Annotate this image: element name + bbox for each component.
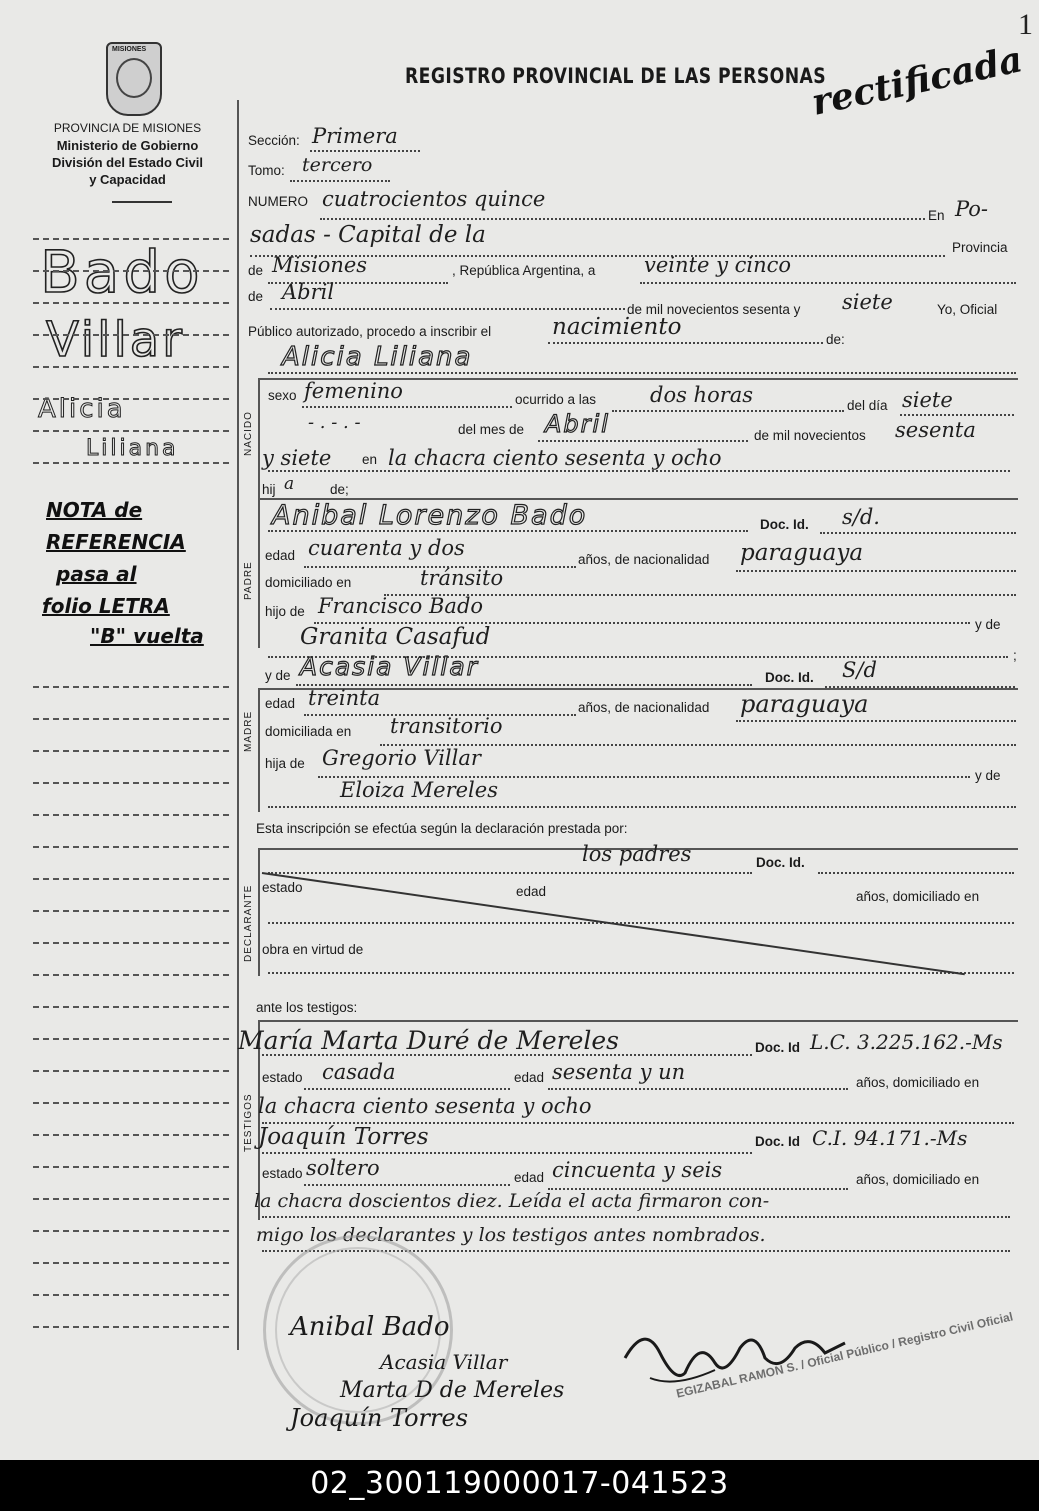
field-dia: siete — [902, 388, 953, 412]
field-testigo1-edad: sesenta y un — [552, 1060, 686, 1084]
label-madre-doc: Doc. Id. — [765, 670, 814, 685]
field-en: Po- — [955, 197, 989, 221]
margin-rule — [33, 398, 229, 400]
label-padre-hijo-de: hijo de — [265, 604, 305, 619]
field-madre-nombre: Acasia Villar — [300, 652, 479, 681]
margin-rule — [33, 846, 229, 848]
field-padre-madre: Granita Casafud — [300, 624, 491, 650]
official-name-stamp: EGIZABAL RAMON S. / Oficial Público / Registro Civil Oficial — [674, 1309, 1015, 1401]
margin-note-line-2: REFERENCIA — [46, 530, 186, 554]
field-cierre: migo los declarantes y los testigos antes nombrados. — [256, 1224, 766, 1246]
side-label-padre: PADRE — [243, 561, 254, 600]
margin-rule — [33, 1326, 229, 1328]
signature-mother: Acasia Villar — [380, 1350, 508, 1374]
division-name: División del Estado Civil — [52, 155, 203, 170]
label-de-colon: de: — [826, 332, 845, 347]
field-madre-madre: Eloiza Mereles — [340, 778, 498, 802]
capacity-name: y Capacidad — [89, 172, 166, 187]
label-declaracion: Esta inscripción se efectúa según la declaración prestada por: — [256, 821, 628, 836]
margin-note-line-1: NOTA de — [46, 498, 143, 522]
field-madre-dom: transitorio — [390, 714, 503, 738]
field-lugar: la chacra ciento sesenta y ocho — [388, 446, 722, 470]
label-mil-novecientos: de mil novecientos — [754, 428, 866, 443]
field-testigo1-estado: casada — [322, 1060, 396, 1084]
margin-rule — [33, 814, 229, 816]
field-testigo1-dom: la chacra ciento sesenta y ocho — [258, 1094, 592, 1118]
margin-rule — [33, 750, 229, 752]
field-mes: Abril — [545, 410, 610, 438]
margin-rule — [33, 1294, 229, 1296]
dotline-testigo1-nombre — [262, 1054, 752, 1056]
margin-surname-2: Villar — [46, 312, 185, 368]
field-testigo2-nombre: Joaquín Torres — [258, 1124, 429, 1150]
label-tomo: Tomo: — [248, 163, 285, 178]
dotline-testigo2-dom — [262, 1216, 1010, 1218]
side-label-testigos: TESTIGOS — [243, 1093, 254, 1152]
crest-emblem — [116, 58, 152, 98]
field-tomo: tercero — [302, 154, 373, 176]
label-mil-sesenta: de mil novecientos sesenta y — [627, 302, 801, 317]
label-padre-edad: edad — [265, 548, 296, 563]
label-publico: Público autorizado, procedo a inscribir el — [248, 324, 492, 339]
label-republica: , República Argentina, a — [452, 263, 596, 278]
field-padre-padre: Francisco Bado — [318, 594, 484, 618]
margin-rule — [33, 1070, 229, 1072]
rule-declarante-side — [258, 848, 260, 976]
label-hij: hij — [262, 482, 276, 497]
field-testigo2-edad: cincuenta y seis — [552, 1158, 723, 1182]
column-divider — [237, 100, 239, 1350]
margin-rule — [33, 910, 229, 912]
label-padre-doc: Doc. Id. — [760, 517, 809, 532]
field-padre-dom: tránsito — [420, 566, 504, 590]
dotline-padre-nombre — [268, 530, 748, 532]
document-title: REGISTRO PROVINCIAL DE LAS PERSONAS — [405, 64, 827, 88]
margin-given-1: Alicia — [38, 394, 126, 424]
margin-rule — [33, 366, 229, 368]
field-sexo: femenino — [304, 379, 403, 403]
label-yo-oficial: Yo, Oficial — [937, 302, 998, 317]
dotline-seccion — [310, 150, 420, 152]
label-de-2: de — [248, 289, 264, 304]
field-testigo1-nombre: María Marta Duré de Mereles — [238, 1026, 619, 1055]
field-provincia: Misiones — [272, 253, 368, 277]
label-testigo1-edad: edad — [514, 1070, 545, 1085]
left-margin-column — [0, 0, 238, 1460]
label-declarante-edad: edad — [516, 884, 547, 899]
margin-rule — [33, 686, 229, 688]
dotline-dia-acta — [640, 282, 1016, 284]
label-madre-nac: años, de nacionalidad — [578, 700, 710, 715]
dotline-dia — [900, 414, 1014, 416]
province-crest-icon — [106, 42, 162, 116]
field-mes-acta: Abril — [282, 280, 335, 304]
dotline-declarante — [268, 872, 752, 874]
rectified-stamp: rectificada — [807, 38, 1027, 124]
margin-rule — [33, 782, 229, 784]
label-testigo1-estado: estado — [262, 1070, 303, 1085]
field-ciudad: sadas - Capital de la — [250, 222, 486, 248]
field-declarante: los padres — [582, 842, 692, 866]
field-hij-suffix: a — [284, 474, 295, 494]
dotline-testigo2-nombre — [262, 1152, 752, 1154]
dotline-sexo — [302, 406, 512, 408]
margin-rule — [33, 430, 229, 432]
dotline-padre-doc — [820, 532, 1016, 534]
field-madre-padre: Gregorio Villar — [322, 746, 481, 770]
scan-id-footer: 02_300119000017-041523 — [0, 1460, 1039, 1511]
margin-rule — [33, 1166, 229, 1168]
rule-testigos-top — [258, 1020, 1018, 1022]
margin-rule — [33, 302, 229, 304]
field-acto: nacimiento — [552, 314, 682, 340]
label-de-3: de; — [330, 482, 349, 497]
label-testigo2-estado: estado — [262, 1166, 303, 1181]
dotline-numero — [320, 218, 925, 220]
field-anio: sesenta — [895, 418, 976, 442]
rule-madre-side — [258, 688, 260, 812]
label-testigo1-doc: Doc. Id — [755, 1040, 801, 1055]
margin-rule — [33, 1134, 229, 1136]
field-testigo2-estado: soltero — [306, 1156, 380, 1180]
crest-text: MISIONES — [112, 46, 147, 53]
signature-father: Anibal Bado — [290, 1312, 450, 1342]
dotline-lugar — [268, 470, 1010, 472]
field-padre-nac: paraguaya — [740, 540, 864, 566]
margin-rule — [33, 462, 229, 464]
margin-rule — [33, 1230, 229, 1232]
label-testigo2-doc: Doc. Id — [755, 1134, 801, 1149]
dotline-nombre — [268, 372, 1016, 374]
label-en: En — [928, 208, 945, 223]
margin-note-line-5: "B" vuelta — [90, 624, 204, 648]
dotline-testigo1-edad — [548, 1088, 848, 1090]
label-seccion: Sección: — [248, 133, 300, 148]
side-label-nacido: NACIDO — [243, 411, 254, 456]
margin-rule — [33, 878, 229, 880]
province-name: PROVINCIA DE MISIONES — [53, 121, 202, 135]
dotline-padre-nac — [736, 570, 1016, 572]
margin-surname-1: Bado — [40, 238, 204, 306]
dotline-testigo1-estado — [304, 1088, 510, 1090]
margin-note-line-4: folio LETRA — [42, 594, 170, 618]
signature-witness-1: Marta D de Mereles — [340, 1378, 565, 1403]
margin-rule — [33, 1198, 229, 1200]
field-numero: cuatrocientos quince — [322, 187, 546, 211]
label-madre-edad: edad — [265, 696, 296, 711]
margin-rule — [33, 942, 229, 944]
field-anio-cont: y siete — [262, 446, 332, 470]
field-hora: dos horas — [650, 383, 754, 407]
field-madre-edad: treinta — [308, 686, 381, 710]
field-seccion: Primera — [312, 124, 398, 148]
label-padre-nac: años, de nacionalidad — [578, 552, 710, 567]
dotline-tomo — [290, 180, 390, 182]
side-label-madre: MADRE — [243, 710, 254, 752]
field-madre-nac: paraguaya — [740, 690, 869, 718]
margin-rule — [33, 238, 229, 240]
dotline-testigo2-estado — [304, 1184, 510, 1186]
field-testigo2-doc: C.I. 94.171.-Ms — [812, 1126, 968, 1150]
label-testigo2-edad: edad — [514, 1170, 545, 1185]
label-ante-testigos: ante los testigos: — [256, 1000, 358, 1015]
margin-given-2: Liliana — [86, 436, 179, 461]
dotline-mes-acta — [270, 308, 625, 310]
margin-rule — [33, 1006, 229, 1008]
field-testigo1-doc: L.C. 3.225.162.-Ms — [810, 1030, 1003, 1054]
label-madre-y-de-2: y de — [975, 768, 1001, 783]
dotline-madre-madre — [268, 806, 1016, 808]
margin-rule — [33, 334, 229, 336]
field-nombre: Alicia Liliana — [282, 342, 473, 372]
dotline-acto — [548, 342, 823, 344]
field-padre-nombre: Anibal Lorenzo Bado — [272, 500, 588, 531]
label-de-1: de — [248, 263, 264, 278]
field-dia-acta: veinte y cinco — [644, 253, 792, 277]
field-testigo2-dom: la chacra doscientos diez. Leída el acta firmaron con- — [254, 1190, 770, 1212]
ministry-name: Ministerio de Gobierno — [56, 138, 199, 153]
margin-rule — [33, 1102, 229, 1104]
issuer-header — [20, 120, 235, 188]
label-madre-dom: domiciliada en — [265, 724, 352, 739]
label-testigo2-dom: años, domiciliado en — [856, 1172, 980, 1187]
dotline-declarante-doc — [818, 872, 1014, 874]
label-padre-y-de: y de — [975, 617, 1001, 632]
label-del-dia: del día — [847, 398, 888, 413]
margin-rule — [33, 718, 229, 720]
label-madre-hija-de: hija de — [265, 756, 305, 771]
rule-padre-side — [258, 498, 260, 648]
label-provincia: Provincia — [952, 240, 1008, 255]
dotline-madre-nac — [736, 720, 1016, 722]
dotline-hora — [612, 410, 844, 412]
label-obra: obra en virtud de — [262, 942, 364, 957]
label-numero: NUMERO — [248, 194, 308, 209]
label-testigo1-dom: años, domiciliado en — [856, 1075, 980, 1090]
label-semicolon: ; — [1013, 648, 1017, 663]
label-declarante-estado: estado — [262, 880, 303, 895]
field-padre-doc: s/d. — [842, 505, 880, 529]
label-en-2: en — [362, 452, 378, 467]
side-label-declarante: DECLARANTE — [243, 884, 254, 962]
dotline-obra — [268, 972, 1014, 974]
rule-nacido-side — [258, 378, 260, 498]
label-ocurrido: ocurrido a las — [515, 392, 597, 407]
label-padre-dom: domiciliado en — [265, 575, 352, 590]
field-madre-doc: S/d — [842, 658, 877, 682]
label-sexo: sexo — [268, 388, 297, 403]
margin-rule — [33, 1038, 229, 1040]
field-dia-cont: - . - . - — [308, 412, 361, 433]
label-del-mes: del mes de — [458, 422, 525, 437]
page-number: 1 — [1018, 8, 1033, 41]
label-declarante-dom: años, domiciliado en — [856, 889, 980, 904]
dotline-declarante-dom — [268, 922, 1014, 924]
signature-witness-2: Joaquín Torres — [290, 1404, 469, 1432]
field-anio-acta: siete — [842, 290, 893, 314]
margin-note-line-3: pasa al — [56, 562, 137, 586]
label-declarante-doc: Doc. Id. — [756, 855, 805, 870]
margin-rule — [33, 270, 229, 272]
label-madre-y-de: y de — [265, 668, 291, 683]
margin-rule — [33, 974, 229, 976]
field-padre-edad: cuarenta y dos — [308, 536, 465, 560]
dotline-mes — [538, 440, 748, 442]
header-rule — [112, 201, 172, 203]
margin-rule — [33, 1262, 229, 1264]
